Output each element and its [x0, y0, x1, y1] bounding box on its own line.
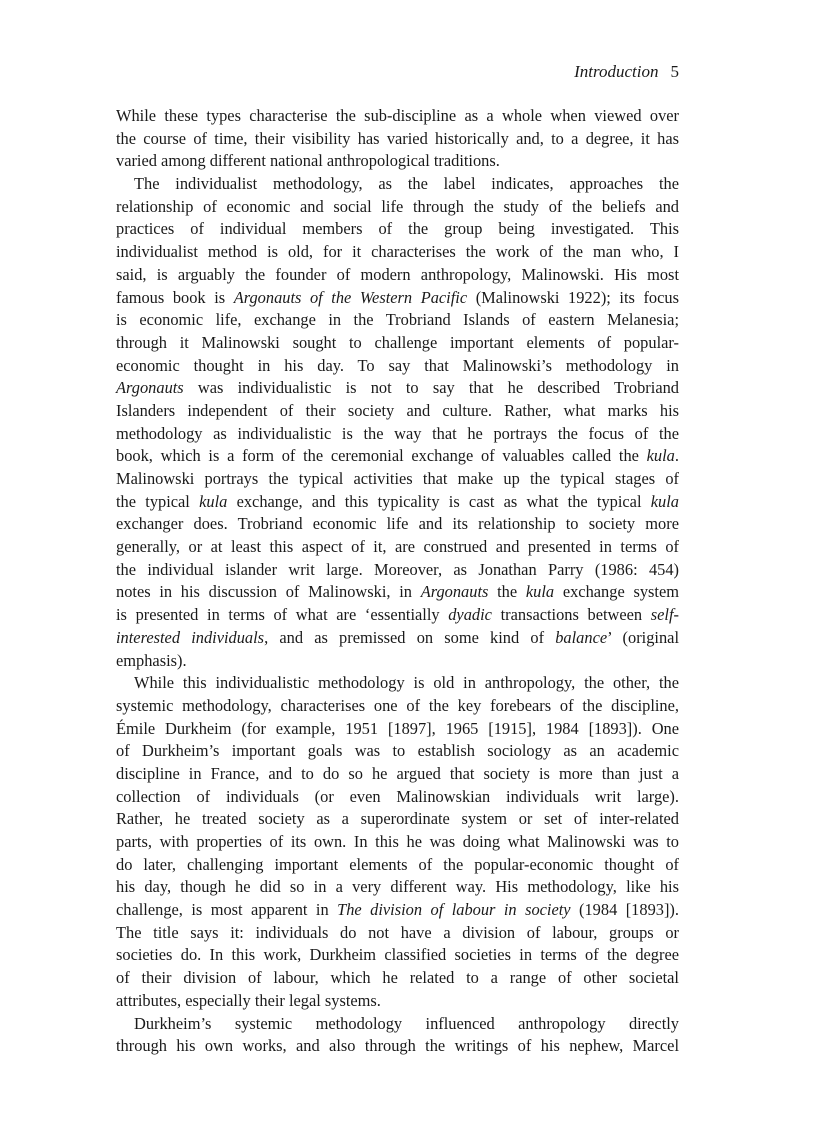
text-run: his day, though he did so in a very different way. His methodology, like his	[116, 877, 679, 897]
text-run: Islanders independent of their society and culture. Rather, what marks his	[116, 400, 679, 420]
text-line	[116, 808, 679, 831]
text-line	[116, 967, 679, 990]
text-line	[116, 377, 679, 400]
text-run: was individualistic is not to say that he described Trobriand	[183, 378, 679, 398]
text-run: practices of individual members of the group being investigated. This	[116, 219, 679, 239]
text-run: varied among different national anthropological traditions.	[116, 151, 500, 171]
text-run: discipline in France, and to do so he argued that society is more than just a	[116, 763, 679, 783]
text-run: individualist method is old, for it characterises the work of the man who, I	[116, 242, 679, 262]
text-run: emphasis).	[116, 650, 187, 670]
text-run: challenge, is most apparent in	[116, 900, 338, 920]
text-line	[116, 718, 679, 741]
text-line	[116, 899, 679, 922]
text-line	[116, 581, 679, 604]
text-line	[116, 332, 679, 355]
text-line	[116, 196, 679, 219]
text-run: exchanger does. Trobriand economic life and its relationship to society more	[116, 514, 679, 534]
text-line	[116, 672, 679, 695]
paragraph	[116, 1013, 679, 1058]
text-line	[116, 1035, 679, 1058]
italic-text: Argonauts	[420, 582, 489, 602]
text-run: famous book is	[116, 287, 234, 307]
text-line	[116, 876, 679, 899]
text-line	[116, 287, 679, 310]
italic-text: The division of labour in society	[337, 900, 571, 920]
text-run: While these types characterise the sub-discipline as a whole when viewed over	[116, 106, 679, 125]
text-line	[116, 241, 679, 264]
text-line	[116, 445, 679, 468]
italic-text: kula	[525, 582, 555, 602]
text-run: do later, challenging important elements of the popular-economic thought of	[116, 854, 679, 874]
text-line	[116, 559, 679, 582]
text-run: The individualist methodology, as the label indicates, approaches the	[134, 174, 679, 194]
text-run: generally, or at least this aspect of it, are construed and presented in terms of	[116, 537, 679, 557]
text-run: the	[488, 582, 526, 602]
text-line	[116, 264, 679, 287]
text-line	[116, 944, 679, 967]
text-line	[116, 763, 679, 786]
text-run: of their division of labour, which he related to a range of other societal	[116, 968, 679, 988]
text-run: parts, with properties of its own. In this he was doing what Malinowski was to	[116, 832, 679, 851]
italic-text: Argonauts	[116, 378, 184, 398]
text-run: Rather, he treated society as a superordinate system or set of inter-related	[116, 809, 679, 829]
paragraph	[116, 105, 679, 173]
text-line	[116, 650, 679, 673]
text-line	[116, 355, 679, 378]
text-run: , and as premissed on some kind of	[264, 627, 556, 647]
text-run: the course of time, their visibility has varied historically and, to a degree, it has	[116, 128, 679, 148]
text-run: While this individualistic methodology is old in anthropology, the other, the	[134, 673, 679, 693]
text-run: ’ (original	[607, 627, 679, 647]
text-line	[116, 105, 679, 128]
text-line	[116, 1013, 679, 1036]
text-run: the typical	[116, 491, 200, 511]
text-line	[116, 922, 679, 945]
text-run: collection of individuals (or even Malinowskian individuals writ large).	[116, 786, 679, 806]
text-line	[116, 468, 679, 491]
text-line	[116, 491, 679, 514]
italic-text: interested individuals	[116, 627, 265, 647]
text-run: is presented in terms of what are ‘essentially	[116, 605, 449, 625]
page-number: 5	[670, 62, 679, 81]
text-run: economic thought in his day. To say that Malinowski’s methodology in	[116, 355, 679, 375]
text-run: exchange system	[554, 582, 679, 602]
text-run: attributes, especially their legal systems.	[116, 990, 381, 1010]
text-run: (1984 [1893]).	[570, 900, 679, 920]
paragraph	[116, 173, 679, 672]
text-run: (Malinowski 1922); its focus	[467, 287, 679, 307]
text-run: methodology as individualistic is the way that he portrays the focus of the	[116, 423, 679, 443]
text-run: through his own works, and also through the writings of his nephew, Marcel	[116, 1036, 679, 1056]
body-text	[116, 105, 679, 1058]
text-run: said, is arguably the founder of modern anthropology, Malinowski. His most	[116, 264, 679, 284]
text-run: Durkheim’s systemic methodology influenced anthropology directly	[134, 1013, 679, 1033]
text-line	[116, 627, 679, 650]
text-line	[116, 423, 679, 446]
text-run: notes in his discussion of Malinowski, in	[116, 582, 421, 602]
text-run: systemic methodology, characterises one of the key forebears of the discipline,	[116, 695, 679, 715]
text-run: book, which is a form of the ceremonial exchange of valuables called the	[116, 446, 647, 466]
italic-text: balance	[555, 627, 608, 647]
text-run: the individual islander writ large. Moreover, as Jonathan Parry (1986: 454)	[116, 559, 679, 579]
text-line	[116, 990, 679, 1013]
text-run: is economic life, exchange in the Trobriand Islands of eastern Melanesia;	[116, 310, 679, 330]
text-line	[116, 128, 679, 151]
text-line	[116, 173, 679, 196]
text-line	[116, 150, 679, 173]
text-run: transactions between	[491, 605, 651, 625]
text-run: societies do. In this work, Durkheim classified societies in terms of the degree	[116, 945, 679, 965]
text-line	[116, 604, 679, 627]
text-line	[116, 695, 679, 718]
running-head	[574, 60, 679, 84]
italic-text: kula	[646, 446, 675, 466]
text-line	[116, 831, 679, 854]
italic-text: dyadic	[448, 605, 492, 625]
text-line	[116, 218, 679, 241]
italic-text: self-	[650, 605, 679, 625]
text-run: relationship of economic and social life through the study of the beliefs and	[116, 196, 679, 216]
running-head-section-title: Introduction	[574, 62, 659, 81]
text-line	[116, 740, 679, 763]
paragraph	[116, 672, 679, 1012]
text-line	[116, 513, 679, 536]
text-run: exchange, and this typicality is cast as what the typical	[227, 491, 651, 511]
text-run: through it Malinowski sought to challenge important elements of popular-	[116, 332, 679, 352]
text-line	[116, 786, 679, 809]
text-run: Malinowski portrays the typical activities that make up the typical stages of	[116, 469, 679, 488]
italic-text: kula	[199, 491, 228, 511]
text-line	[116, 309, 679, 332]
italic-text: kula	[650, 491, 679, 511]
text-run: .	[674, 446, 679, 466]
book-page	[116, 0, 679, 1123]
text-line	[116, 536, 679, 559]
text-run: of Durkheim’s important goals was to establish sociology as an academic	[116, 741, 679, 761]
text-run: The title says it: individuals do not have a division of labour, groups or	[116, 922, 679, 942]
text-line	[116, 400, 679, 423]
text-line	[116, 854, 679, 877]
text-run: Émile Durkheim (for example, 1951 [1897], 1965 [1915], 1984 [1893]). One	[116, 718, 679, 738]
italic-text: Argonauts of the Western Pacific	[233, 287, 468, 307]
